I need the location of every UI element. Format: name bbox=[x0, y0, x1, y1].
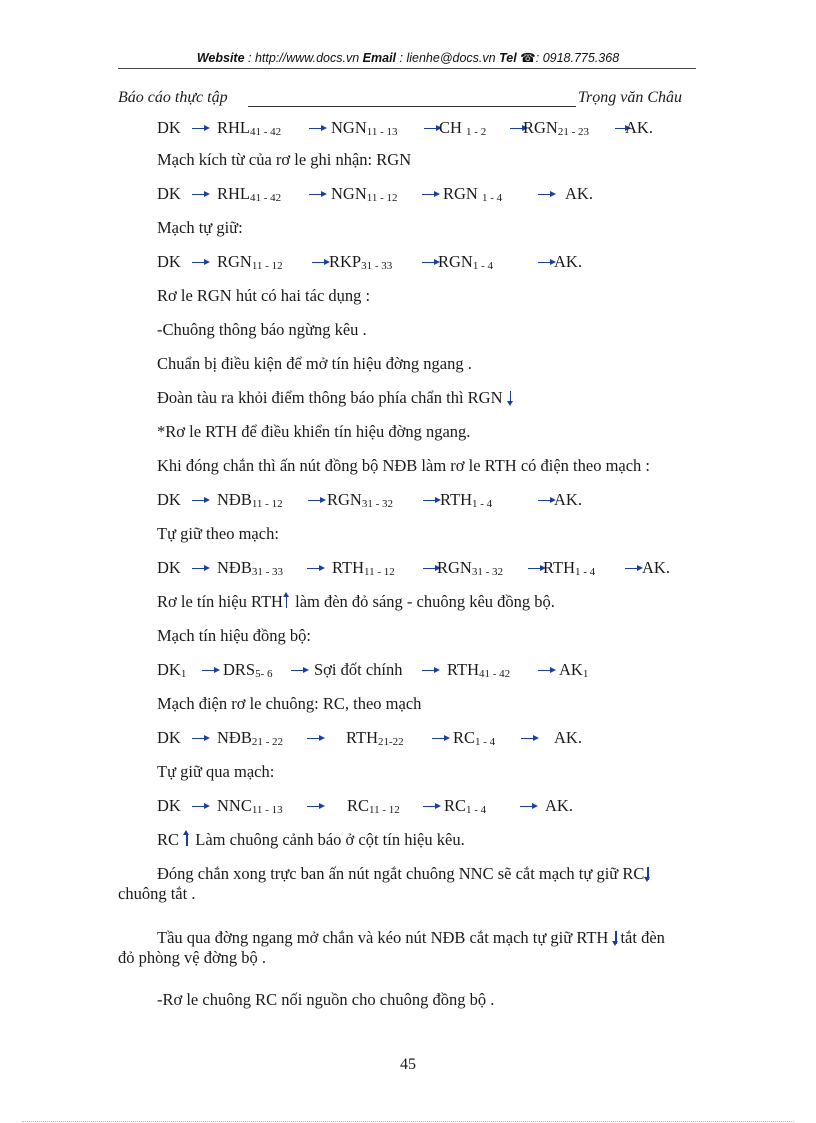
arrow-icon bbox=[625, 568, 641, 569]
page-bottom-border bbox=[22, 1121, 794, 1122]
arrow-icon bbox=[309, 128, 325, 129]
circuit-line-1: DK $RHL_{41 - 42}$ $NGN_{11 - 13}$ CH $_{1 - 2}$ $RGN_{21 - 23}$ AK. bbox=[157, 118, 653, 138]
down-arrow-icon bbox=[644, 864, 652, 882]
circuit-line-21: DK $NNC_{11 - 13}$ $RC_{11 - 12}$ $RC_{1 - 4}$ AK. bbox=[157, 796, 573, 816]
arrow-icon bbox=[423, 500, 439, 501]
page-number: 45 bbox=[400, 1056, 416, 1073]
circuit-line-19: DK $NĐB_{21 - 22}$ $RTH_{21-22}$ $RC_{1 - 4}$ AK. bbox=[157, 728, 582, 748]
arrow-icon bbox=[307, 568, 323, 569]
arrow-icon bbox=[312, 262, 328, 263]
up-arrow-icon bbox=[183, 830, 191, 848]
arrow-icon bbox=[192, 738, 208, 739]
phone-icon: ☎ bbox=[520, 51, 536, 65]
circuit-line-14: DK $NĐB_{31 - 33}$ $RTH_{11 - 12}$ $RGN_{31 - 32}$ $RTH_{1 - 4}$ AK. bbox=[157, 558, 670, 578]
circuit-line-12: DK $NĐB_{11 - 12}$ $RGN_{31 - 32}$ $RTH_{1 - 4}$ AK. bbox=[157, 490, 582, 510]
down-arrow-icon bbox=[612, 928, 620, 946]
arrow-icon bbox=[520, 806, 536, 807]
text-line: -Chuông thông báo ngừng kêu . bbox=[157, 320, 367, 339]
arrow-icon bbox=[521, 738, 537, 739]
arrow-icon bbox=[192, 128, 208, 129]
text-line: Mạch kích từ của rơ le ghi nhận: RGN bbox=[157, 150, 412, 169]
arrow-icon bbox=[422, 262, 438, 263]
arrow-icon bbox=[202, 670, 218, 671]
arrow-icon bbox=[422, 194, 438, 195]
circuit-line-17: $DK_1$ $DRS_{5- 6}$ Sợi đốt chính $RTH_{41 - 42}$ $AK_1$ bbox=[157, 660, 589, 680]
circuit-line-5: DK $RGN_{11 - 12}$ $RKP_{31 - 33}$ $RGN_{1 - 4}$ AK. bbox=[157, 252, 582, 272]
paragraph: Đóng chắn xong trực ban ấn nút ngắt chuông NNC sẽ cắt mạch tự giữ RC chuông tắt . bbox=[118, 864, 738, 904]
arrow-icon bbox=[192, 262, 208, 263]
arrow-icon bbox=[432, 738, 448, 739]
arrow-icon bbox=[538, 262, 554, 263]
text-line: Mạch điện rơ le chuông: RC, theo mạch bbox=[157, 694, 422, 713]
report-title: Báo cáo thực tập bbox=[118, 89, 228, 106]
text-line: Rơ le RGN hút có hai tác dụng : bbox=[157, 286, 371, 305]
text-line: Chuẩn bị điều kiện để mở tín hiệu đờng ngang . bbox=[157, 354, 472, 373]
text-line: RC Làm chuông cảnh báo ở cột tín hiệu kêu. bbox=[157, 830, 465, 849]
up-arrow-icon bbox=[283, 592, 291, 610]
text-line: Khi đóng chắn thì ấn nút đồng bộ NĐB làm rơ le RTH có điện theo mạch : bbox=[157, 456, 651, 475]
author-name: Trọng văn Châu bbox=[578, 89, 683, 106]
arrow-icon bbox=[424, 128, 440, 129]
arrow-icon bbox=[422, 670, 438, 671]
arrow-icon bbox=[192, 500, 208, 501]
title-rule bbox=[248, 106, 576, 107]
text-line: Mạch tự giữ: bbox=[157, 218, 243, 237]
arrow-icon bbox=[423, 806, 439, 807]
arrow-icon bbox=[291, 670, 307, 671]
text-line: Tự giữ qua mạch: bbox=[157, 762, 275, 781]
paragraph: Tầu qua đờng ngang mở chắn và kéo nút NĐB cắt mạch tự giữ RTH tắt đèn đỏ phòng vệ đờng bộ . bbox=[118, 928, 665, 967]
text-line: -Rơ le chuông RC nối nguồn cho chuông đồng bộ . bbox=[157, 990, 495, 1009]
circuit-line-3: DK $RHL_{41 - 42}$ $NGN_{11 - 12}$ RGN $_{1 - 4}$ AK. bbox=[157, 184, 593, 204]
arrow-icon bbox=[538, 500, 554, 501]
arrow-icon bbox=[309, 194, 325, 195]
arrow-icon bbox=[307, 738, 323, 739]
header-rule bbox=[118, 68, 696, 69]
arrow-icon bbox=[308, 500, 324, 501]
arrow-icon bbox=[528, 568, 544, 569]
arrow-icon bbox=[538, 670, 554, 671]
text-line: Đoàn tàu ra khỏi điểm thông báo phía chẩn thì RGN bbox=[157, 388, 515, 408]
arrow-icon bbox=[192, 194, 208, 195]
website-header: Website : http://www.docs.vn Email : lienhe@docs.vn Tel ☎: 0918.775.368 bbox=[196, 51, 620, 65]
arrow-icon bbox=[538, 194, 554, 195]
text-line: Mạch tín hiệu đồng bộ: bbox=[157, 626, 311, 645]
arrow-icon bbox=[192, 806, 208, 807]
down-arrow-icon bbox=[507, 388, 515, 406]
arrow-icon bbox=[192, 568, 208, 569]
text-line: Tự giữ theo mạch: bbox=[157, 524, 279, 543]
arrow-icon bbox=[307, 806, 323, 807]
text-line: *Rơ le RTH để điều khiển tín hiệu đờng ngang. bbox=[157, 422, 471, 441]
text-line: Rơ le tín hiệu RTH làm đèn đỏ sáng - chuông kêu đồng bộ. bbox=[157, 592, 555, 611]
